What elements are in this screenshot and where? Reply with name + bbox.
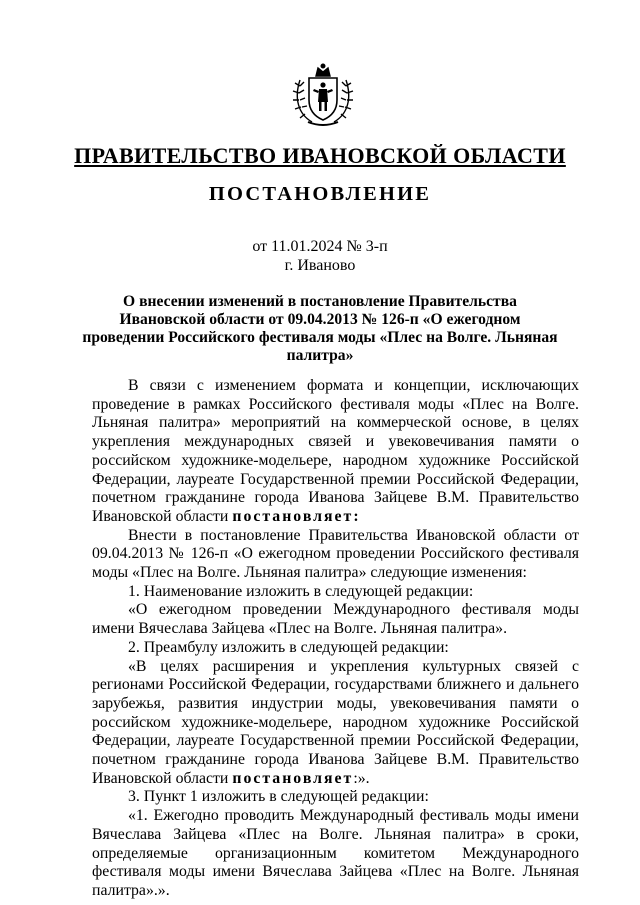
decree-word: постановляет [232,769,354,787]
paragraph-tail: :». [353,769,370,787]
paragraph-item-3: 3. Пункт 1 изложить в следующей редакции: [128,788,429,806]
document-city: г. Иваново [284,257,356,274]
paragraph-preamble [92,377,579,527]
paragraph-item-3-text: «1. Ежегодно проводить Международный фестиваль моды имени Вячеслава Зайцева «Плес на Волге. Льняная палитра» в сроки, определяемые организационным комитетом Международного фестиваля моды имени Вячеслава Зайцева «Плес на Волге. Льняная палитра».». [92,807,579,899]
paragraph-item-2: 2. Преамбулу изложить в следующей редакции: [128,638,449,656]
document-date-number: от 11.01.2024 № 3-п [252,238,388,255]
decree-word: постановляет: [232,507,361,525]
paragraph-text: В связи с изменением формата и концепции, исключающих проведение в рамках Российского фестиваля моды «Плес на Волге. Льняная палитра» мероприятий на коммерческой основе, в целях укрепления международных связей и увековечивания памяти о российском художнике-модельере, народном художнике Российской Федерации, лауреате Государственной премии Российской Федерации, почетном гражданине города Иванова Зайцеве В.М. Правительство Ивановской области [92,377,579,525]
paragraph-amend: Внести в постановление Правительства Ивановской области от 09.04.2013 № 126-п «О ежегодном проведении Российского фестиваля моды «Плес на Волге. Льняная палитра» следующие изменения: [92,526,579,582]
coat-of-arms-icon [290,62,356,130]
paragraph-item-2-text [92,658,579,789]
paragraph-item-1-text: «О ежегодном проведении Международного фестиваля моды имени Вячеслава Зайцева «Плес на Волге. Льняная палитра». [92,601,579,638]
document-type: ПОСТАНОВЛЕНИЕ [208,183,432,205]
government-name: ПРАВИТЕЛЬСТВО ИВАНОВСКОЙ ОБЛАСТИ [74,143,566,168]
paragraph-item-1: 1. Наименование изложить в следующей редакции: [128,582,474,600]
document-subject: О внесении изменений в постановление Правительства Ивановской области от 09.04.2013 № 126-п «О ежегодном проведении Российского фестиваля моды «Плес на Волге. Льняная палитра» [82,293,558,364]
document-body [92,377,579,901]
paragraph-text: «В целях расширения и укрепления культурных связей с регионами Российской Федерации, государствами ближнего и дальнего зарубежья, развития индустрии моды, увековечивания памяти о российском художнике-модельере, народном художнике Российской Федерации, лауреате Государственной премии Российской Федерации, почетном гражданине города Иванова Зайцеве В.М. Правительство Ивановской области [92,657,579,787]
